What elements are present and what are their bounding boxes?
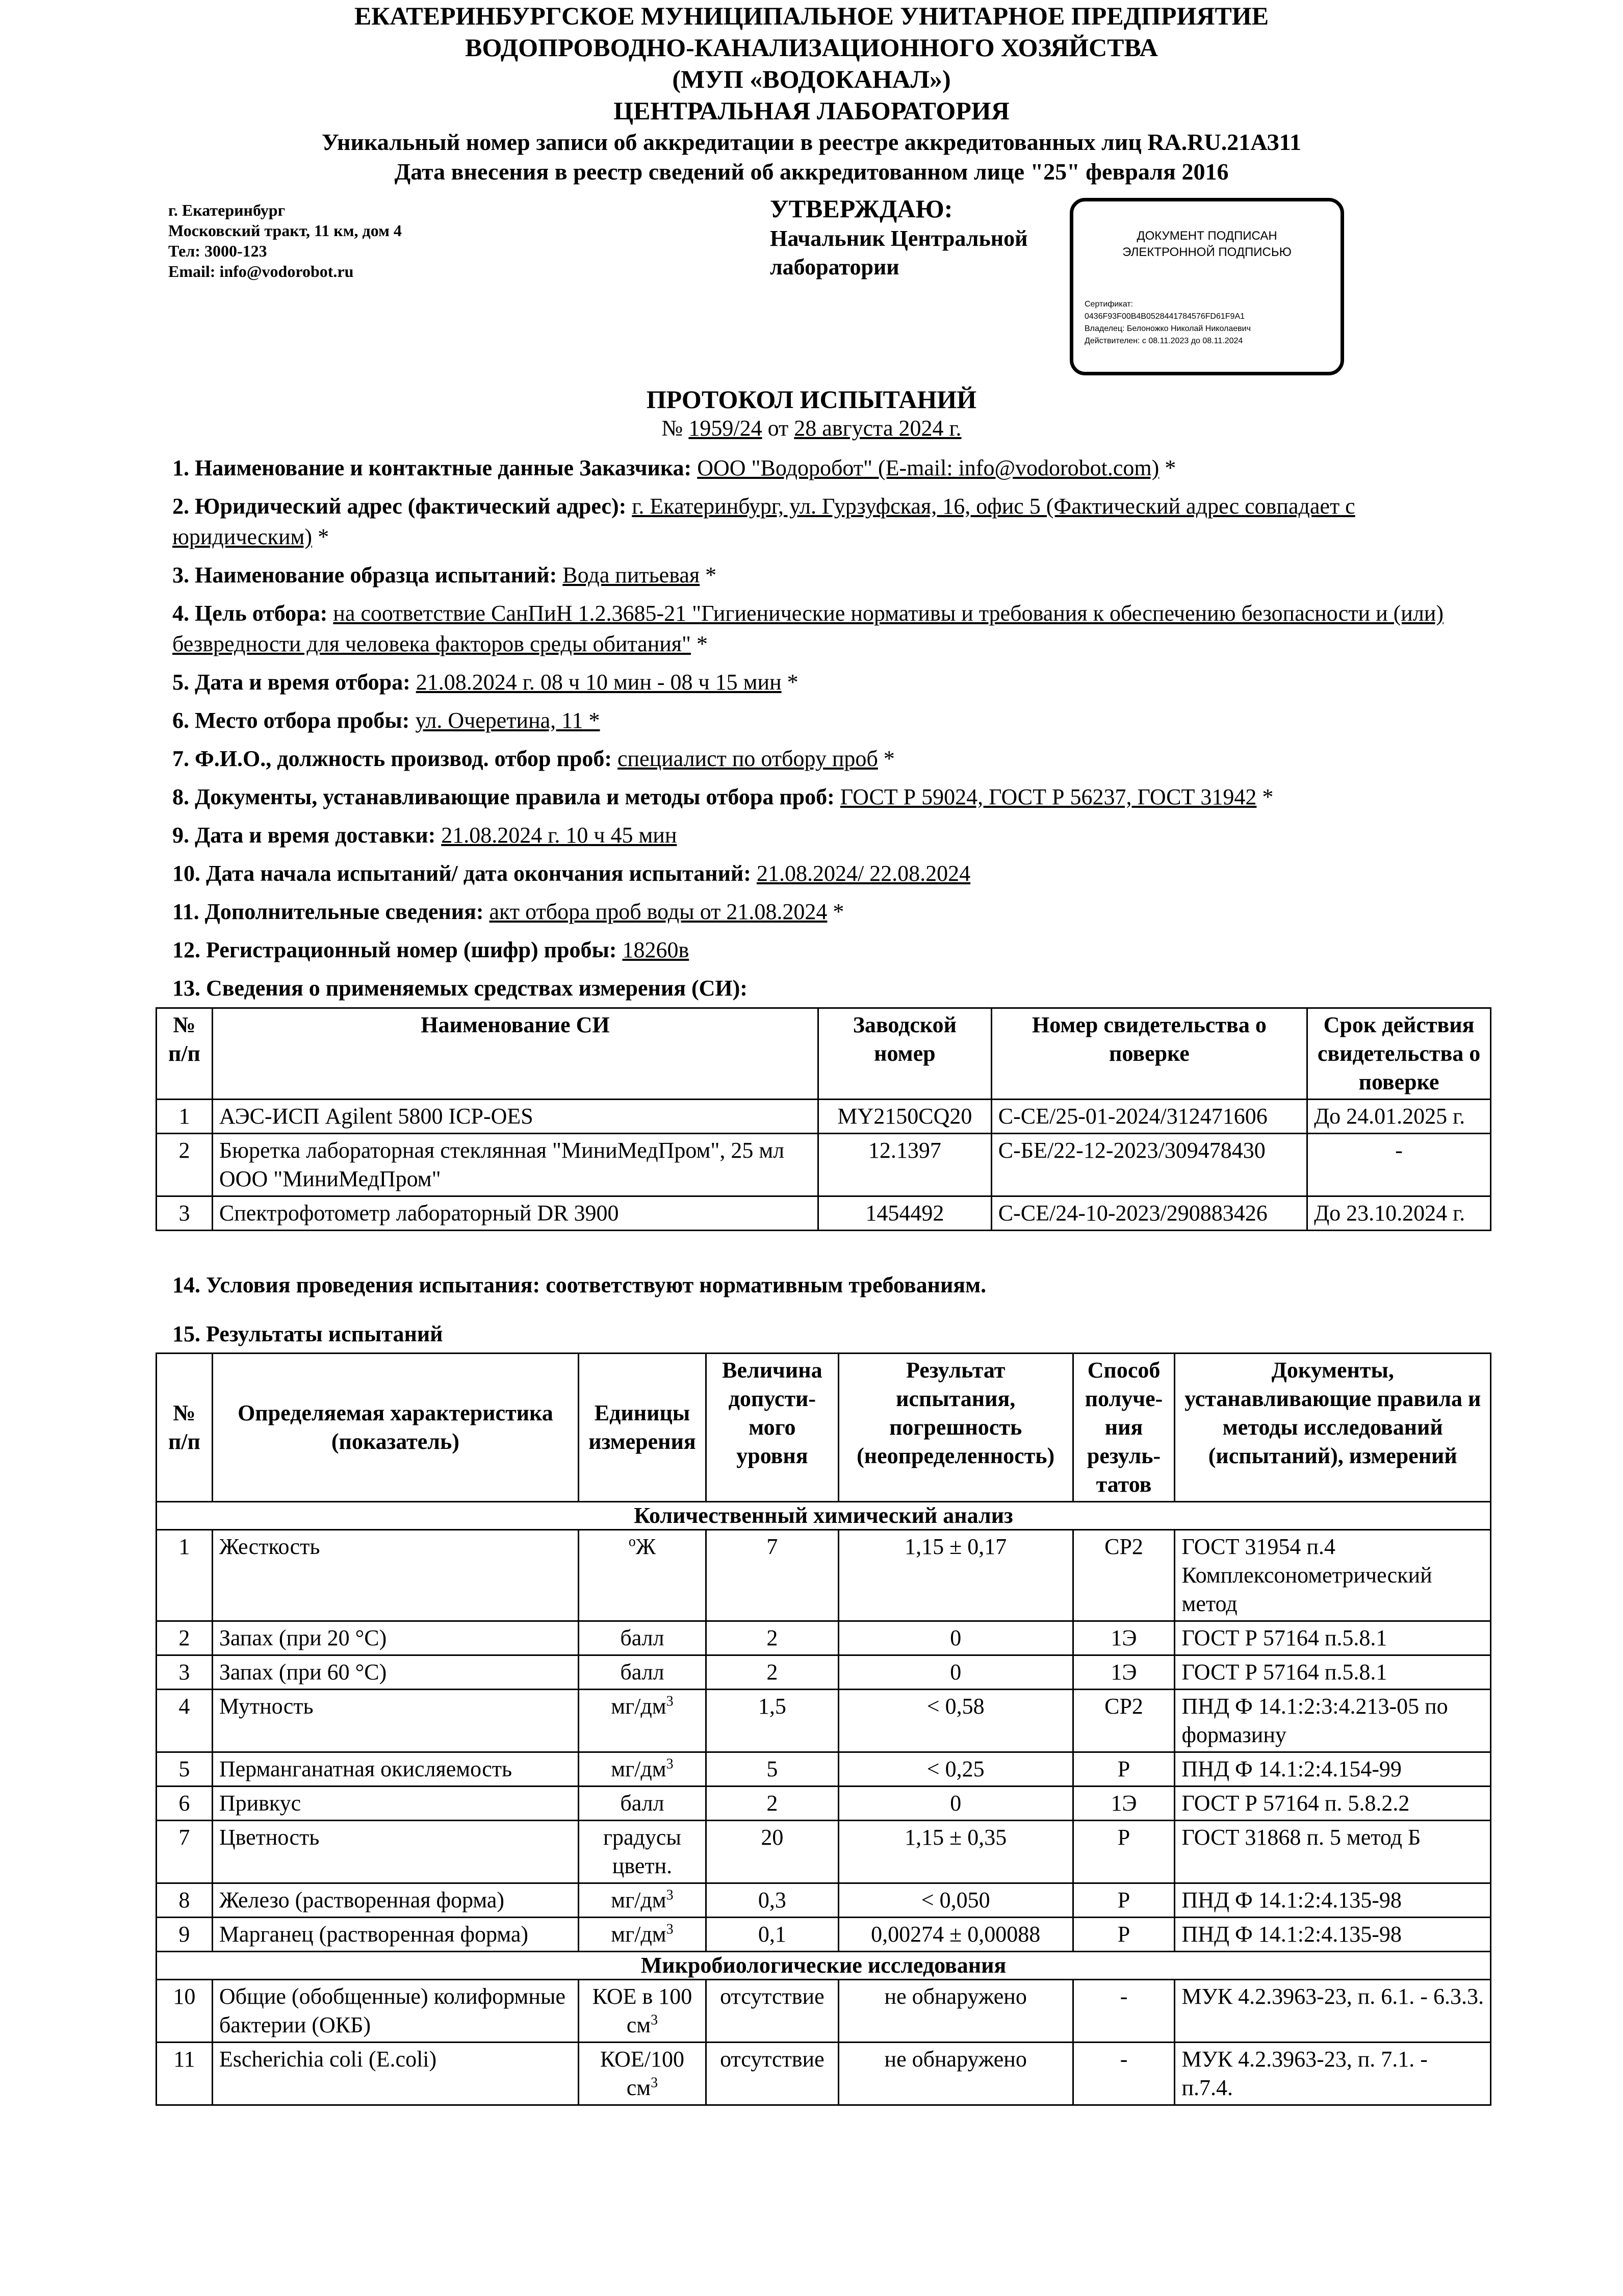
cell-n: 5: [157, 1752, 213, 1787]
field-registration-number: [172, 935, 1467, 965]
table-row: [157, 1134, 1491, 1196]
group-row: [157, 1952, 1491, 1980]
cell-doc: МУК 4.2.3963-23, п. 7.1. - п.7.4.: [1175, 2043, 1491, 2105]
unit-base: мг/дм: [611, 1922, 666, 1947]
field-customer: [172, 453, 1467, 483]
cell-unit: [579, 2043, 706, 2105]
protocol-date: 28 августа 2024 г.: [794, 416, 962, 441]
cell-result: 1,15 ± 0,17: [838, 1530, 1073, 1621]
cell-n: 3: [157, 1655, 213, 1690]
table-cell: АЭС-ИСП Agilent 5800 ICP-OES: [212, 1100, 818, 1134]
accreditation-date: Дата внесения в реестр сведений об аккредитованном лице "25" февраля 2016: [394, 159, 1229, 185]
protocol-from: от: [762, 416, 794, 441]
group-row: [157, 1502, 1491, 1530]
cell-name: Запах (при 60 °С): [212, 1655, 578, 1690]
unit-superscript: 3: [666, 1756, 674, 1772]
group-title-chemistry: Количественный химический анализ: [157, 1502, 1491, 1530]
cell-limit: 5: [706, 1752, 838, 1787]
cell-unit: [579, 1690, 706, 1752]
cell-limit: 2: [706, 1655, 838, 1690]
contact-phone: Тел: 3000-123: [168, 242, 267, 260]
cell-method: -: [1073, 2043, 1175, 2105]
table-row: [157, 1655, 1491, 1690]
field-label: 8. Документы, устанавливающие правила и методы отбора проб:: [172, 784, 835, 809]
approval-title: УТВЕРЖДАЮ:: [770, 194, 953, 223]
cell-n: 11: [157, 2043, 213, 2105]
unit-base: мг/дм: [611, 1887, 666, 1912]
cell-doc: ПНД Ф 14.1:2:4.135-98: [1175, 1883, 1491, 1918]
table-row: [157, 1883, 1491, 1918]
approval-position-line1: Начальник Центральной: [770, 226, 1028, 251]
cell-limit: 2: [706, 1621, 838, 1655]
contact-email: Email: info@vodorobot.ru: [168, 262, 354, 280]
cell-result: < 0,050: [838, 1883, 1073, 1918]
cell-method: Р: [1073, 1883, 1175, 1918]
field-label: 9. Дата и время доставки:: [172, 823, 436, 848]
table-cell: -: [1307, 1134, 1491, 1196]
table-cell: С-БЕ/22-12-2023/309478430: [991, 1134, 1307, 1196]
table-row: [157, 1621, 1491, 1655]
field-label: 11. Дополнительные сведения:: [172, 899, 484, 924]
field-sampling-docs: [172, 782, 1467, 812]
field-value: ГОСТ Р 59024, ГОСТ Р 56237, ГОСТ 31942: [840, 784, 1257, 809]
table-row: [157, 1100, 1491, 1134]
cell-n: 10: [157, 1980, 213, 2043]
stamp-validity: Действителен: с 08.11.2023 до 08.11.2024: [1085, 337, 1243, 345]
unit-base: КОЕ в 100 см: [592, 1984, 692, 2037]
field-delivery-datetime: [172, 820, 1467, 851]
cell-method: Р: [1073, 1918, 1175, 1952]
field-sampling-place: [172, 705, 1467, 736]
cell-method: Р: [1073, 1821, 1175, 1883]
stamp-title: [1073, 228, 1341, 261]
unit-base: балл: [620, 1625, 664, 1650]
cell-result: < 0,58: [838, 1690, 1073, 1752]
cell-limit: 0,1: [706, 1918, 838, 1952]
field-suffix: *: [827, 899, 844, 924]
field-suffix: *: [878, 746, 895, 771]
field-value: 18260в: [622, 937, 689, 962]
field-label: 7. Ф.И.О., должность производ. отбор проб:: [172, 746, 612, 771]
stamp-title-line1: ДОКУМЕНТ ПОДПИСАН: [1137, 229, 1277, 243]
field-value: ул. Очеретина, 11 *: [415, 708, 600, 733]
cell-doc: ПНД Ф 14.1:2:3:4.213-05 по формазину: [1175, 1690, 1491, 1752]
unit-superscript: 3: [666, 1693, 674, 1710]
field-sampler: [172, 744, 1467, 774]
col-header: № п/п: [157, 1008, 213, 1100]
table-cell: 1: [157, 1100, 213, 1134]
field-label: 5. Дата и время отбора:: [172, 670, 410, 695]
field-suffix: *: [691, 631, 708, 656]
table-cell: С-СЕ/24-10-2023/290883426: [991, 1196, 1307, 1231]
field-sample-name: [172, 560, 1467, 591]
unit-superscript: 3: [666, 1921, 674, 1937]
contact-address: Московский тракт, 11 км, дом 4: [168, 221, 402, 240]
cell-unit: [579, 1787, 706, 1821]
table-row: [157, 2043, 1491, 2105]
field-suffix: *: [1256, 784, 1274, 809]
cell-unit: [579, 1530, 706, 1621]
org-name-line2: ВОДОПРОВОДНО-КАНАЛИЗАЦИОННОГО ХОЗЯЙСТВА: [465, 33, 1158, 62]
cell-method: 1Э: [1073, 1621, 1175, 1655]
cell-n: 2: [157, 1621, 213, 1655]
results-title: 15. Результаты испытаний: [172, 1321, 443, 1346]
field-label: 2. Юридический адрес (фактический адрес):: [172, 494, 627, 519]
col-header: Документы, устанавливающие правила и методы исследований (испытаний), измерений: [1175, 1354, 1491, 1502]
table-row: [157, 1530, 1491, 1621]
col-header: Величина допусти-мого уровня: [706, 1354, 838, 1502]
cell-name: Escherichia coli (E.coli): [212, 2043, 578, 2105]
cell-method: 1Э: [1073, 1787, 1175, 1821]
cell-result: не обнаружено: [838, 2043, 1073, 2105]
results-table: [156, 1353, 1491, 2106]
cell-limit: 7: [706, 1530, 838, 1621]
table-cell: До 23.10.2024 г.: [1307, 1196, 1491, 1231]
chemistry-rows: [157, 1530, 1491, 1952]
col-header: Способ получе-ния резуль-татов: [1073, 1354, 1175, 1502]
field-additional-info: [172, 897, 1467, 927]
table-row: [157, 1787, 1491, 1821]
approval-position-line2: лаборатории: [770, 254, 899, 279]
protocol-fields: [172, 453, 1467, 1011]
cell-n: 1: [157, 1530, 213, 1621]
org-short-name: (МУП «ВОДОКАНАЛ»): [672, 65, 951, 93]
cell-name: Железо (растворенная форма): [212, 1883, 578, 1918]
stamp-title-line2: ЭЛЕКТРОННОЙ ПОДПИСЬЮ: [1122, 245, 1292, 259]
table-row: [157, 1821, 1491, 1883]
field-value: 21.08.2024/ 22.08.2024: [756, 861, 971, 886]
table-header-row: [157, 1008, 1491, 1100]
table-header-row: [157, 1354, 1491, 1502]
table-row: [157, 1752, 1491, 1787]
col-header: Наименование СИ: [212, 1008, 818, 1100]
field-sampling-datetime: [172, 667, 1467, 698]
group-title-microbiology: Микробиологические исследования: [157, 1952, 1491, 1980]
approval-block: [770, 193, 1027, 282]
col-header: Заводской номер: [818, 1008, 991, 1100]
cell-method: 1Э: [1073, 1655, 1175, 1690]
cell-name: Перманганатная окисляемость: [212, 1752, 578, 1787]
org-name-line1: ЕКАТЕРИНБУРГСКОЕ МУНИЦИПАЛЬНОЕ УНИТАРНОЕ ПРЕДПРИЯТИЕ: [354, 2, 1269, 30]
cell-doc: ГОСТ Р 57164 п.5.8.1: [1175, 1655, 1491, 1690]
microbiology-rows: [157, 1980, 1491, 2105]
cell-n: 8: [157, 1883, 213, 1918]
cell-unit: [579, 1980, 706, 2043]
cell-name: Марганец (растворенная форма): [212, 1918, 578, 1952]
cell-doc: МУК 4.2.3963-23, п. 6.1. - 6.3.3.: [1175, 1980, 1491, 2043]
table-row: [157, 1690, 1491, 1752]
field-label: 1. Наименование и контактные данные Заказчика:: [172, 455, 692, 480]
unit-base: мг/дм: [611, 1756, 666, 1781]
cell-limit: 20: [706, 1821, 838, 1883]
cell-doc: ГОСТ 31868 п. 5 метод Б: [1175, 1821, 1491, 1883]
field-test-dates: [172, 858, 1467, 889]
cell-name: Привкус: [212, 1787, 578, 1821]
e-signature-stamp: [1070, 198, 1344, 375]
cell-name: Цветность: [212, 1821, 578, 1883]
field-label: 12. Регистрационный номер (шифр) пробы:: [172, 937, 617, 962]
protocol-number-prefix: №: [661, 416, 689, 441]
field-value: специалист по отбору проб: [617, 746, 878, 771]
table-row: [157, 1918, 1491, 1952]
cell-unit: [579, 1655, 706, 1690]
field-suffix: *: [312, 524, 329, 549]
stamp-owner: Владелец: Белоножко Николай Николаевич: [1085, 324, 1251, 333]
table-cell: Бюретка лабораторная стеклянная "МиниМедПром", 25 мл ООО "МиниМедПром": [212, 1134, 818, 1196]
field-value: Вода питьевая: [562, 563, 700, 588]
measuring-instruments-table: [156, 1007, 1491, 1231]
contact-block: [168, 200, 402, 282]
cell-n: 9: [157, 1918, 213, 1952]
field-value: 21.08.2024 г. 08 ч 10 мин - 08 ч 15 мин: [416, 670, 782, 695]
col-header: Срок действия свидетельства о поверке: [1307, 1008, 1491, 1100]
cell-doc: ГОСТ 31954 п.4 Комплексонометрический метод: [1175, 1530, 1491, 1621]
col-header: Определяемая характеристика (показатель): [212, 1354, 578, 1502]
col-header: № п/п: [157, 1354, 213, 1502]
field-value: 21.08.2024 г. 10 ч 45 мин: [441, 823, 677, 848]
field-legal-address: [172, 491, 1467, 552]
unit-base: балл: [620, 1791, 664, 1816]
cell-result: не обнаружено: [838, 1980, 1073, 2043]
unit-superscript: 3: [651, 2012, 658, 2028]
field-label: 10. Дата начала испытаний/ дата окончания испытаний:: [172, 861, 751, 886]
col-header: Единицы измерения: [579, 1354, 706, 1502]
cell-result: 0: [838, 1655, 1073, 1690]
cell-method: Р: [1073, 1752, 1175, 1787]
cell-result: < 0,25: [838, 1752, 1073, 1787]
field-label: 6. Место отбора пробы:: [172, 708, 410, 733]
table-cell: Спектрофотометр лабораторный DR 3900: [212, 1196, 818, 1231]
cell-limit: 0,3: [706, 1883, 838, 1918]
stamp-cert-label: Сертификат:: [1085, 300, 1133, 309]
protocol-number-line: [0, 414, 1623, 443]
cell-doc: ГОСТ Р 57164 п. 5.8.2.2: [1175, 1787, 1491, 1821]
protocol-title: ПРОТОКОЛ ИСПЫТАНИЙ: [646, 385, 977, 414]
cell-name: Общие (обобщенные) колиформные бактерии (ОКБ): [212, 1980, 578, 2043]
cell-limit: 1,5: [706, 1690, 838, 1752]
field-sampling-purpose: [172, 598, 1467, 659]
cell-unit: [579, 1918, 706, 1952]
cell-name: Мутность: [212, 1690, 578, 1752]
cell-method: СР2: [1073, 1530, 1175, 1621]
table-cell: 12.1397: [818, 1134, 991, 1196]
field-value: акт отбора проб воды от 21.08.2024: [489, 899, 828, 924]
cell-doc: ПНД Ф 14.1:2:4.154-99: [1175, 1752, 1491, 1787]
lab-name: ЦЕНТРАЛЬНАЯ ЛАБОРАТОРИЯ: [613, 96, 1010, 125]
stamp-details: [1085, 298, 1251, 347]
unit-superscript: 3: [651, 2075, 658, 2091]
cell-doc: ПНД Ф 14.1:2:4.135-98: [1175, 1918, 1491, 1952]
contact-city: г. Екатеринбург: [168, 201, 286, 219]
cell-result: 0: [838, 1787, 1073, 1821]
cell-unit: [579, 1621, 706, 1655]
si-section-title: 13. Сведения о применяемых средствах измерения (СИ):: [172, 976, 748, 1001]
cell-n: 7: [157, 1821, 213, 1883]
table-cell: До 24.01.2025 г.: [1307, 1100, 1491, 1134]
field-suffix: *: [700, 563, 717, 588]
unit-base: КОЕ/100 см: [600, 2047, 685, 2100]
cell-n: 6: [157, 1787, 213, 1821]
unit-superscript-prefix: о: [628, 1534, 636, 1550]
cell-result: 0: [838, 1621, 1073, 1655]
field-label: 4. Цель отбора:: [172, 601, 328, 626]
cell-method: СР2: [1073, 1690, 1175, 1752]
protocol-number: 1959/24: [688, 416, 762, 441]
accreditation-number: Уникальный номер записи об аккредитации в реестре аккредитованных лиц RA.RU.21АЗ11: [321, 129, 1302, 155]
cell-method: -: [1073, 1980, 1175, 2043]
cell-unit: [579, 1821, 706, 1883]
cell-doc: ГОСТ Р 57164 п.5.8.1: [1175, 1621, 1491, 1655]
field-label: 3. Наименование образца испытаний:: [172, 563, 557, 588]
cell-result: 1,15 ± 0,35: [838, 1821, 1073, 1883]
field-value: ООО "Водоробот" (E-mail: info@vodorobot.com): [697, 455, 1160, 480]
unit-base: Ж: [635, 1534, 656, 1559]
table-row: [157, 1196, 1491, 1231]
unit-superscript: 3: [666, 1887, 674, 1903]
field-value: г. Екатеринбург, ул. Гурзуфская, 16, офис 5 (Фактический адрес совпадает с юридическим): [172, 494, 1355, 549]
cell-n: 4: [157, 1690, 213, 1752]
cell-limit: отсутствие: [706, 2043, 838, 2105]
col-header: Номер свидетельства о поверке: [991, 1008, 1307, 1100]
cell-name: Запах (при 20 °С): [212, 1621, 578, 1655]
cell-result: 0,00274 ± 0,00088: [838, 1918, 1073, 1952]
field-value: на соответствие СанПиН 1.2.3685-21 "Гигиенические нормативы и требования к обеспечению безопасности и (или) безвредности для человека факторов среды обитания": [172, 601, 1444, 656]
table-cell: С-СЕ/25-01-2024/312471606: [991, 1100, 1307, 1134]
cell-unit: [579, 1752, 706, 1787]
table-cell: 2: [157, 1134, 213, 1196]
cell-name: Жесткость: [212, 1530, 578, 1621]
unit-base: градусы цветн.: [603, 1825, 681, 1878]
col-header: Результат испытания, погрешность (неопределенность): [838, 1354, 1073, 1502]
cell-unit: [579, 1883, 706, 1918]
unit-base: балл: [620, 1660, 664, 1685]
table-cell: 1454492: [818, 1196, 991, 1231]
table-cell: 3: [157, 1196, 213, 1231]
cell-limit: 2: [706, 1787, 838, 1821]
field-suffix: *: [1159, 455, 1176, 480]
stamp-cert-number: 0436F93F00B4B0528441784576FD61F9A1: [1085, 312, 1245, 321]
cell-limit: отсутствие: [706, 1980, 838, 2043]
unit-base: мг/дм: [611, 1694, 666, 1719]
conditions-line: 14. Условия проведения испытания: соответствуют нормативным требованиям.: [172, 1272, 987, 1297]
table-cell: MY2150CQ20: [818, 1100, 991, 1134]
field-suffix: *: [781, 670, 798, 695]
table-row: [157, 1980, 1491, 2043]
